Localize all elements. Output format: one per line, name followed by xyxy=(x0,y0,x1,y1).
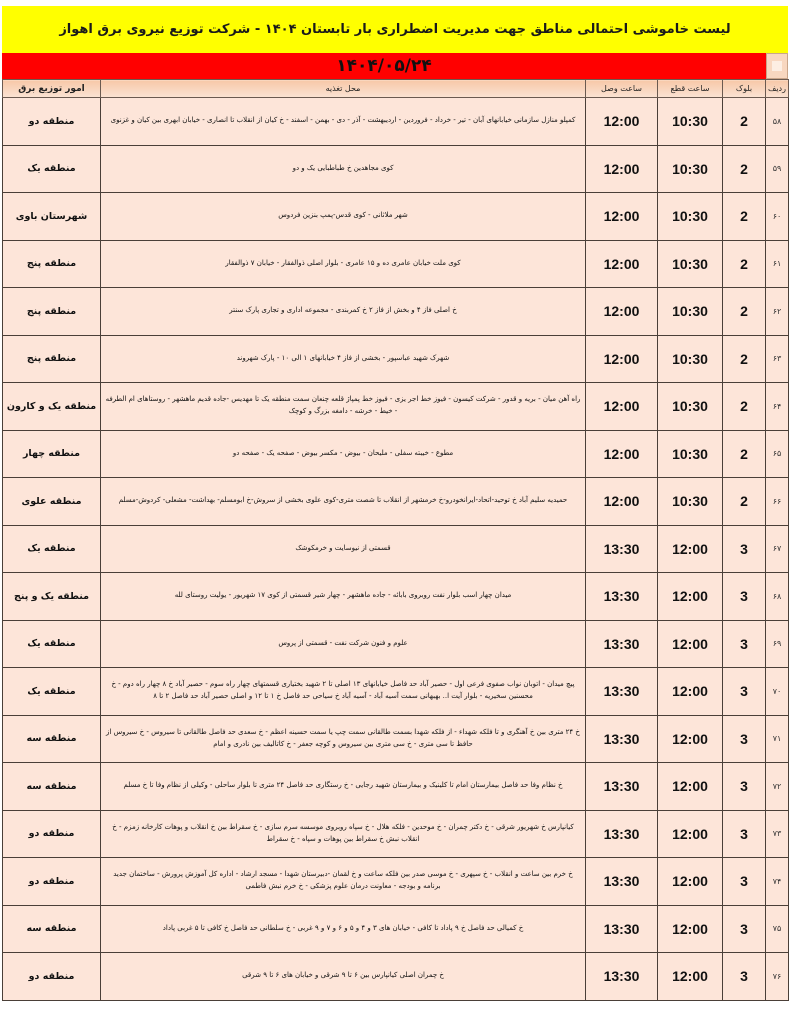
feed-location: کوی ملت خیابان عامری ده و ۱۵ عامری - بلوار اصلی ذوالفقار - خیابان ۷ ذوالفقار xyxy=(101,240,586,288)
reconnect-time: 12:00 xyxy=(586,478,658,526)
feed-location: قسمتی از نیوسایت و خرمکوشک xyxy=(101,525,586,573)
feed-location: خ چمران اصلی کیانپارس بین ۶ تا ۹ شرقی و خیابان های ۶ تا ۹ شرقی xyxy=(101,953,586,1001)
sheet-title: لیست خاموشی احتمالی مناطق جهت مدیریت اضطراری بار تابستان ۱۴۰۴ - شرکت توزیع نیروی برق اهواز xyxy=(59,22,731,37)
block-number: 2 xyxy=(723,288,766,336)
block-number: 3 xyxy=(723,763,766,811)
block-number: 2 xyxy=(723,335,766,383)
row-number: ۶۵ xyxy=(766,430,789,478)
cut-time: 12:00 xyxy=(658,715,723,763)
block-number: 3 xyxy=(723,905,766,953)
distribution-region: منطقه دو xyxy=(3,98,101,146)
row-number: ۶۸ xyxy=(766,573,789,621)
block-number: 2 xyxy=(723,98,766,146)
reconnect-time: 13:30 xyxy=(586,620,658,668)
distribution-region: منطقه یک xyxy=(3,668,101,716)
cut-time: 10:30 xyxy=(658,288,723,336)
feed-location: کمپلو منازل سازمانی خیابانهای آبان - تیر - خرداد - فروردین - اردیبهشت - آذر - دی - بهمن - اسفند - خ کیان از انقلاب تا انصاری - خیابان ابهری بین کیان و غزنوی xyxy=(101,98,586,146)
distribution-region: منطقه پنج xyxy=(3,288,101,336)
row-number: ۷۶ xyxy=(766,953,789,1001)
table-body xyxy=(3,98,789,1001)
reconnect-time: 12:00 xyxy=(586,240,658,288)
feed-location: خ نظام وفا حد فاصل بیمارستان امام تا کلینیک و بیمارستان شهید رجایی - خ رستگاری حد فاصل ۲۴ متری تا بلوار ساحلی - وکیلی از نظام وفا تا خ مسلم xyxy=(101,763,586,811)
reconnect-time: 12:00 xyxy=(586,335,658,383)
feed-location: خ خرم بین ساعت و انقلاب - خ سپهری - خ موسی صدر بین فلکه ساعت و خ لقمان -دبیرستان شهدا - مسجد ارشاد - اداره کل آموزش پرورش - ساختمان جدید برنامه و بودجه - معاونت درمان علوم پزشکی - خ خرم نبش فاطمی xyxy=(101,858,586,906)
table-row xyxy=(3,145,789,193)
block-number: 3 xyxy=(723,620,766,668)
reconnect-time: 12:00 xyxy=(586,430,658,478)
reconnect-time: 12:00 xyxy=(586,193,658,241)
cut-time: 10:30 xyxy=(658,383,723,431)
table-row xyxy=(3,383,789,431)
cut-time: 12:00 xyxy=(658,953,723,1001)
distribution-region: منطقه یک xyxy=(3,525,101,573)
table-row xyxy=(3,288,789,336)
reconnect-time: 13:30 xyxy=(586,858,658,906)
block-number: 2 xyxy=(723,145,766,193)
feed-location: شهرک شهید عباسپور - بخشی از فاز ۴ خیابانهای ۱ الی ۱۰ - پارک شهروند xyxy=(101,335,586,383)
cut-time: 10:30 xyxy=(658,98,723,146)
reconnect-time: 13:30 xyxy=(586,715,658,763)
table-row xyxy=(3,573,789,621)
row-number: ۷۵ xyxy=(766,905,789,953)
table-row xyxy=(3,335,789,383)
outage-table xyxy=(2,79,789,1001)
feed-location: کیانپارس خ شهریور شرقی - خ دکتر چمران - خ موحدین - فلکه هلال - خ سپاه روبروی موسسه سرم سازی - خ سقراط بین خ انقلاب و پوهات کارخانه زمزم - خ انقلاب نبش خ سقراط بین پوهات و سپاه - خ سقراط xyxy=(101,810,586,858)
row-number: ۶۳ xyxy=(766,335,789,383)
feed-location: مطوع - خیبته سفلی - ملیحان - بیوض - مکسر بیوض - صفحه یک - صفحه دو xyxy=(101,430,586,478)
distribution-region: منطقه یک و پنج xyxy=(3,573,101,621)
block-number: 3 xyxy=(723,858,766,906)
cut-time: 12:00 xyxy=(658,525,723,573)
corner-cell-icon xyxy=(772,61,782,71)
table-row xyxy=(3,668,789,716)
row-number: ۷۰ xyxy=(766,668,789,716)
row-number: ۶۰ xyxy=(766,193,789,241)
row-number: ۶۱ xyxy=(766,240,789,288)
header-location: محل تغذیه xyxy=(101,80,586,98)
row-number: ۷۴ xyxy=(766,858,789,906)
row-number: ۵۹ xyxy=(766,145,789,193)
table-row xyxy=(3,430,789,478)
table-row xyxy=(3,240,789,288)
table-row xyxy=(3,478,789,526)
distribution-region: منطقه دو xyxy=(3,810,101,858)
distribution-region: منطقه چهار xyxy=(3,430,101,478)
block-number: 2 xyxy=(723,383,766,431)
block-number: 3 xyxy=(723,953,766,1001)
date-text: ۱۴۰۴/۰۵/۲۴ xyxy=(336,56,432,76)
table-row xyxy=(3,98,789,146)
block-number: 2 xyxy=(723,240,766,288)
corner-cell[interactable] xyxy=(766,53,788,79)
cut-time: 10:30 xyxy=(658,335,723,383)
row-number: ۶۷ xyxy=(766,525,789,573)
feed-location: میدان چهار اسب بلوار نفت روبروی بابائه - جاده ماهشهر - چهار شیر قسمتی از کوی ۱۷ شهریور - یولیت روستای لله xyxy=(101,573,586,621)
distribution-region: منطقه سه xyxy=(3,715,101,763)
block-number: 3 xyxy=(723,573,766,621)
distribution-region: منطقه یک و کارون xyxy=(3,383,101,431)
row-number: ۷۳ xyxy=(766,810,789,858)
feed-location: خ ۲۴ متری بین خ آهنگری و تا فلکه شهداء - از فلکه شهدا بسمت طالقانی سمت چپ یا سمت حسینه اعظم - خ سعدی حد فاصل طالقانی تا سیروس - خ سیروس از حافظ تا سی متری - خ سی متری بین سیروس و کوچه جعفر - خ کاتالیف بین نادری و امام xyxy=(101,715,586,763)
distribution-region: منطقه پنج xyxy=(3,240,101,288)
feed-location: راه آهن میان - بریه و قدور - شرکت کیسون - فیوز خط اجر یزی - فیوز خط پمپاژ قلعه چنعان سمت منطقه یک تا مهدیس -جاده قدیم ماهشهر - روستاهای ام الطرفه - خیط - خرشه - دامغه بزرگ و کوچک xyxy=(101,383,586,431)
row-number: ۶۴ xyxy=(766,383,789,431)
feed-location: علوم و فنون شرکت نفت - قسمتی از پروس xyxy=(101,620,586,668)
table-row xyxy=(3,810,789,858)
title-banner xyxy=(2,6,788,53)
outage-sheet xyxy=(2,6,788,1001)
cut-time: 10:30 xyxy=(658,478,723,526)
cut-time: 10:30 xyxy=(658,193,723,241)
row-number: ۵۸ xyxy=(766,98,789,146)
distribution-region: منطقه سه xyxy=(3,905,101,953)
table-row xyxy=(3,953,789,1001)
distribution-region: منطقه دو xyxy=(3,858,101,906)
row-number: ۶۹ xyxy=(766,620,789,668)
distribution-region: منطقه یک xyxy=(3,620,101,668)
reconnect-time: 12:00 xyxy=(586,98,658,146)
reconnect-time: 13:30 xyxy=(586,953,658,1001)
table-row xyxy=(3,715,789,763)
cut-time: 12:00 xyxy=(658,810,723,858)
block-number: 2 xyxy=(723,478,766,526)
block-number: 3 xyxy=(723,715,766,763)
block-number: 2 xyxy=(723,430,766,478)
block-number: 2 xyxy=(723,193,766,241)
block-number: 3 xyxy=(723,525,766,573)
distribution-region: منطقه دو xyxy=(3,953,101,1001)
table-row xyxy=(3,620,789,668)
distribution-region: منطقه یک xyxy=(3,145,101,193)
table-row xyxy=(3,858,789,906)
header-region: امور توزیع برق xyxy=(3,80,101,98)
row-number: ۶۲ xyxy=(766,288,789,336)
header-row-number: ردیف xyxy=(766,80,789,98)
distribution-region: منطقه سه xyxy=(3,763,101,811)
reconnect-time: 12:00 xyxy=(586,145,658,193)
cut-time: 12:00 xyxy=(658,858,723,906)
feed-location: شهر ملاثانی - کوی قدس-پمپ بنزین فردوس xyxy=(101,193,586,241)
reconnect-time: 13:30 xyxy=(586,668,658,716)
table-row xyxy=(3,193,789,241)
date-cell xyxy=(2,53,766,79)
cut-time: 12:00 xyxy=(658,620,723,668)
block-number: 3 xyxy=(723,668,766,716)
reconnect-time: 13:30 xyxy=(586,763,658,811)
cut-time: 12:00 xyxy=(658,905,723,953)
reconnect-time: 13:30 xyxy=(586,905,658,953)
header-block: بلوک xyxy=(723,80,766,98)
distribution-region: شهرستان باوی xyxy=(3,193,101,241)
cut-time: 12:00 xyxy=(658,668,723,716)
header-reconnect-time: ساعت وصل xyxy=(586,80,658,98)
table-row xyxy=(3,763,789,811)
cut-time: 12:00 xyxy=(658,763,723,811)
reconnect-time: 12:00 xyxy=(586,288,658,336)
header-cut-time: ساعت قطع xyxy=(658,80,723,98)
row-number: ۶۶ xyxy=(766,478,789,526)
feed-location: کوی مجاهدین خ طباطبایی یک و دو xyxy=(101,145,586,193)
feed-location: حمیدیه سلیم آباد خ توحید-اتحاد-ایرانخودرو-خ خرمشهر از انقلاب تا شصت متری-کوی علوی بخشی از سروش-خ ابومسلم- بهداشت- مشعلی- کردوش-مسلم xyxy=(101,478,586,526)
feed-location: خ کمیالی حد فاصل خ ۹ پاداد تا کافی - خیابان های ۳ و ۴ و ۵ و ۶ و ۷ و ۹ غربی - خ سلطانی حد فاصل خ کافی تا ۵ غربی پاداد xyxy=(101,905,586,953)
reconnect-time: 13:30 xyxy=(586,525,658,573)
cut-time: 12:00 xyxy=(658,573,723,621)
cut-time: 10:30 xyxy=(658,430,723,478)
cut-time: 10:30 xyxy=(658,240,723,288)
row-number: ۷۱ xyxy=(766,715,789,763)
feed-location: پیچ میدان - اتوبان نواب صفوی فرعی اول - حصیر آباد حد فاصل خیابانهای ۱۳ اصلی تا ۲ شهید بختیاری قسمتهای چهار راه سوم - حصیر آباد خ ۸ چهار راه دوم - خ محسنین سخیریه - بلوار آیت ا.. بهبهانی سمت آسیه آباد - آسیه آباد خ سیاحی حد فاصل خ ۱ تا ۱۲ و اصلی حصیر آباد حد فاصل ۲ تا ۸ xyxy=(101,668,586,716)
cut-time: 10:30 xyxy=(658,145,723,193)
header-row xyxy=(3,80,789,98)
row-number: ۷۲ xyxy=(766,763,789,811)
distribution-region: منطقه پنج xyxy=(3,335,101,383)
reconnect-time: 12:00 xyxy=(586,383,658,431)
table-row xyxy=(3,525,789,573)
distribution-region: منطقه علوی xyxy=(3,478,101,526)
date-banner xyxy=(2,53,788,79)
table-row xyxy=(3,905,789,953)
feed-location: خ اصلی فاز ۴ و بخش از فاز ۲ خ کمربندی - مجموعه اداری و تجاری پارک سنتر xyxy=(101,288,586,336)
block-number: 3 xyxy=(723,810,766,858)
reconnect-time: 13:30 xyxy=(586,810,658,858)
reconnect-time: 13:30 xyxy=(586,573,658,621)
